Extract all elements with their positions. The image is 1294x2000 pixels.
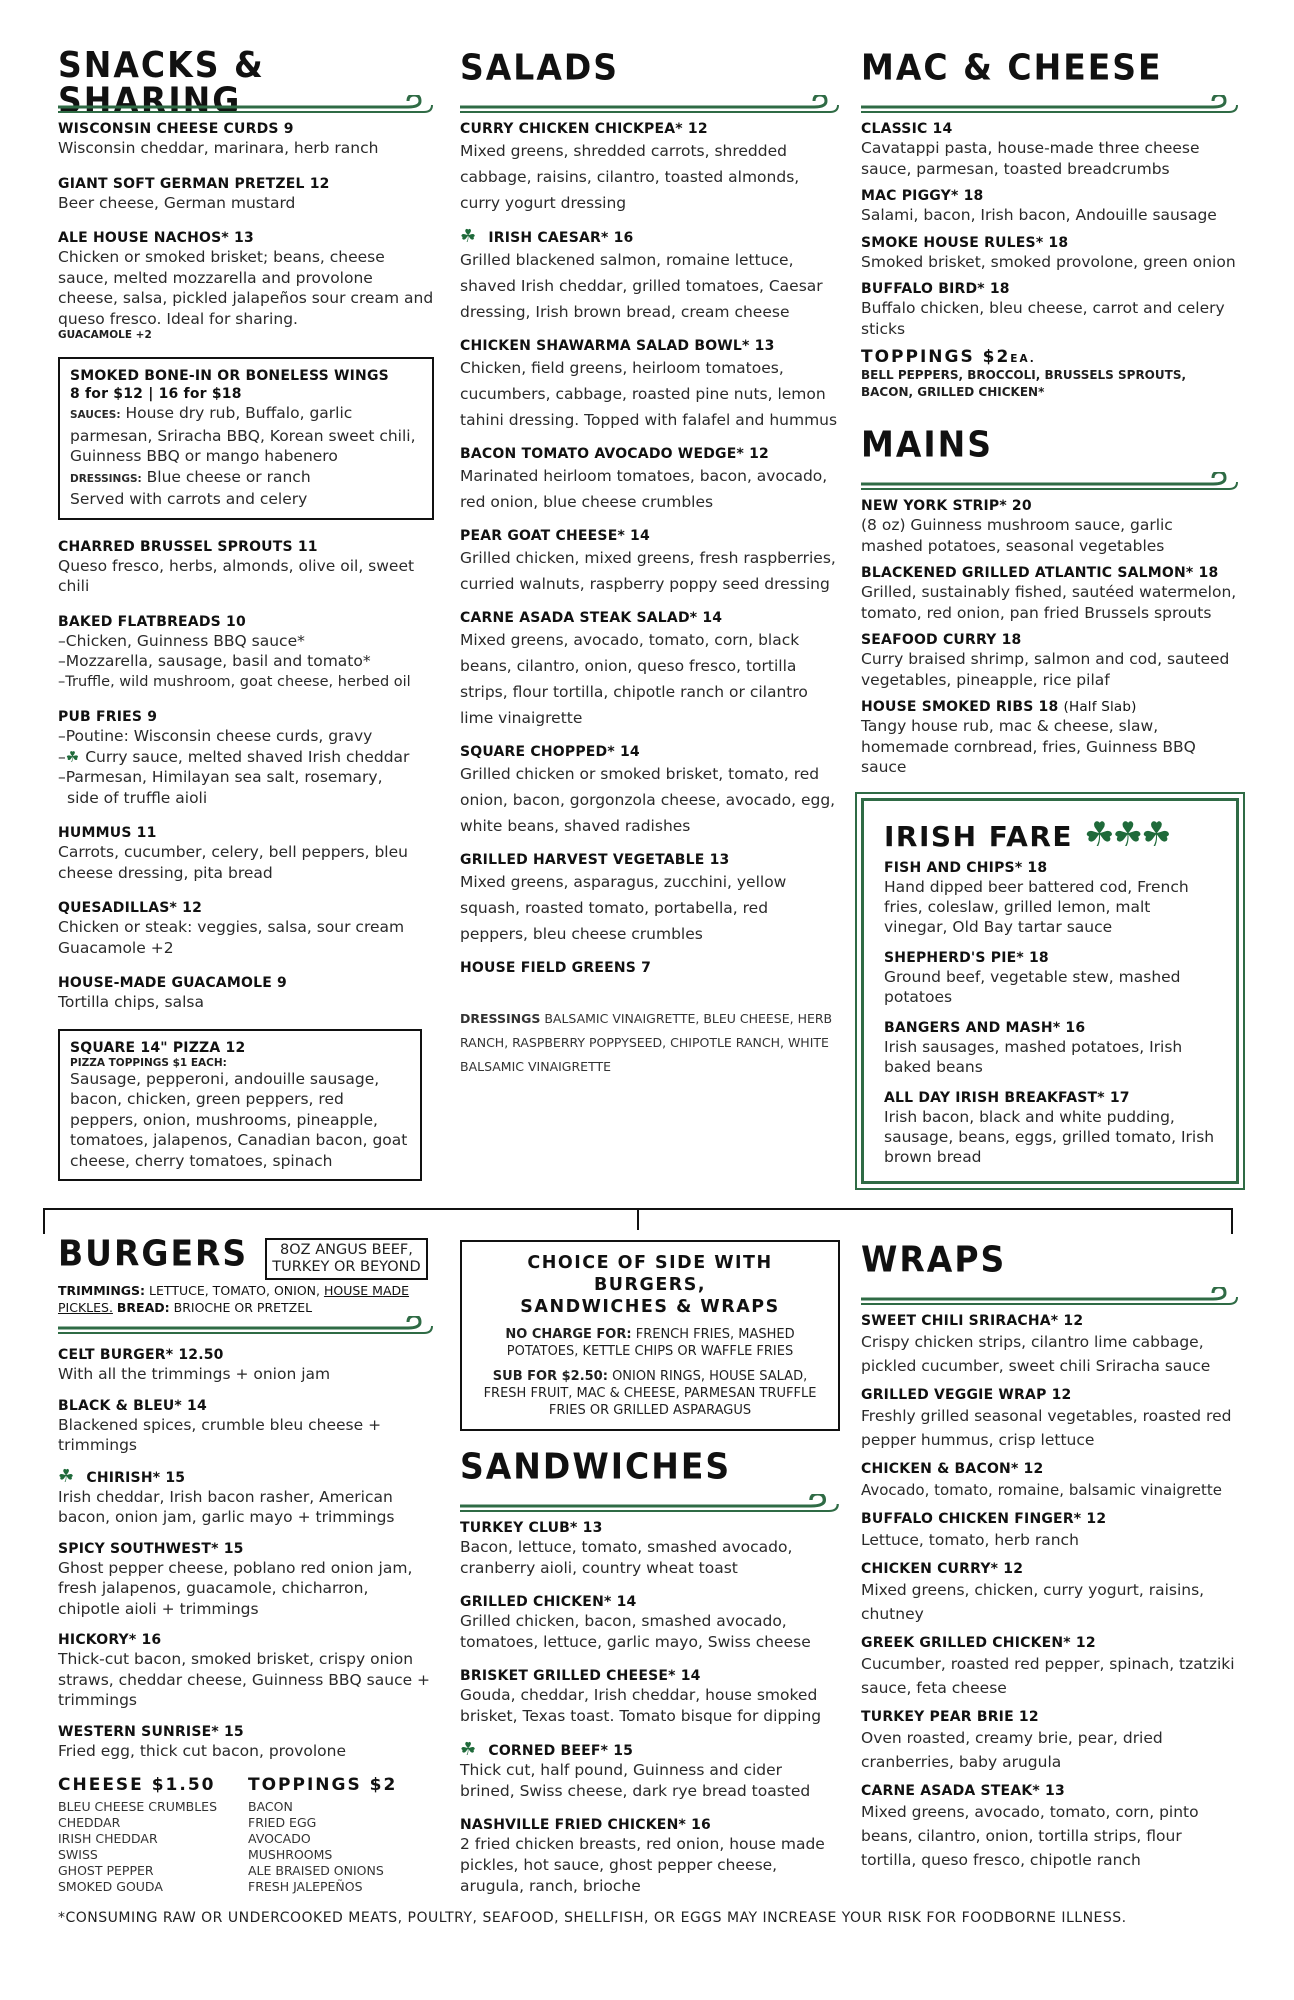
item-desc: Thick-cut bacon, smoked brisket, crispy onion straws, cheddar cheese, Guinness BBQ sauce + trimmings bbox=[58, 1650, 431, 1709]
wraps-title: WRAPS bbox=[861, 1238, 1007, 1281]
item-name: GIANT SOFT GERMAN PRETZEL 12 bbox=[58, 175, 330, 192]
menu-item bbox=[460, 228, 840, 325]
menu-item bbox=[460, 445, 840, 515]
burgers-title: BURGERS bbox=[58, 1232, 249, 1275]
salads-header bbox=[460, 46, 840, 120]
wraps-section bbox=[861, 1238, 1239, 1872]
wraps-header bbox=[861, 1238, 1239, 1312]
menu-item bbox=[861, 1386, 1239, 1452]
trimmings-label: TRIMMINGS: bbox=[58, 1283, 146, 1298]
item-desc: With all the trimmings + onion jam bbox=[58, 1365, 331, 1383]
item-desc: Irish sausages, mashed potatoes, Irish baked beans bbox=[884, 1037, 1183, 1076]
item-desc: Crispy chicken strips, cilantro lime cabbage, pickled cucumber, sweet chili Sriracha sauce bbox=[861, 1333, 1211, 1375]
item-name-with-note bbox=[861, 698, 1239, 716]
mac-toppings-list: BELL PEPPERS, BROCCOLI, BRUSSELS SPROUTS, BACON, GRILLED CHICKEN* bbox=[861, 368, 1187, 399]
item-name: HOUSE-MADE GUACAMOLE 9 bbox=[58, 975, 287, 991]
item-desc: Mixed greens, chicken, curry yogurt, raisins, chutney bbox=[861, 1581, 1205, 1623]
bread-list: BRIOCHE OR PRETZEL bbox=[173, 1300, 313, 1315]
item-desc: Salami, bacon, Irish bacon, Andouille sausage bbox=[861, 206, 1217, 224]
item-line-text: Curry sauce, melted shaved Irish cheddar bbox=[85, 747, 410, 766]
item-desc: Avocado, tomato, romaine, balsamic vinaigrette bbox=[861, 1481, 1222, 1499]
title-flourish-icon bbox=[58, 95, 434, 117]
item-name: BUFFALO BIRD* 18 bbox=[861, 281, 1010, 297]
pizza-toppings: Sausage, pepperoni, andouille sausage, bacon, chicken, green peppers, red peppers, onion, mushrooms, pineapple, tomatoes, jalapenos, Canadian bacon, goat cheese, cherry tomatoes, spinach bbox=[70, 1069, 408, 1170]
item-name-text: CHIRISH* 15 bbox=[86, 1469, 186, 1486]
topping-addons bbox=[248, 1775, 397, 1895]
menu-item bbox=[884, 1089, 1216, 1167]
snacks-header bbox=[58, 43, 434, 122]
item-name: CELT BURGER* 12.50 bbox=[58, 1347, 224, 1363]
menu-item bbox=[460, 1593, 840, 1653]
item-name: SHEPHERD'S PIE* 18 bbox=[884, 949, 1049, 966]
item-price: 8 for $12 | 16 for $18 bbox=[70, 386, 242, 402]
cheese-addons bbox=[58, 1775, 248, 1895]
item-line: –Parmesan, Himilayan sea salt, rosemary, bbox=[58, 768, 383, 786]
sandwiches-header bbox=[460, 1445, 840, 1519]
menu-item bbox=[861, 1460, 1239, 1502]
column-left-bottom bbox=[58, 1232, 434, 1895]
item-name: WESTERN SUNRISE* 15 bbox=[58, 1723, 244, 1740]
item-desc: Grilled chicken, mixed greens, fresh raspberries, curried walnuts, raspberry poppy seed dressing bbox=[460, 549, 836, 593]
item-name: TURKEY PEAR BRIE 12 bbox=[861, 1709, 1039, 1725]
menu-item bbox=[861, 1634, 1239, 1700]
item-desc: Chicken, field greens, heirloom tomatoes, cucumbers, cabbage, roasted pine nuts, lemon tahini dressing. Topped with falafel and hummus bbox=[460, 359, 838, 429]
mains-title: MAINS bbox=[861, 423, 994, 466]
title-flourish-icon bbox=[58, 1316, 434, 1338]
menu-item bbox=[460, 527, 840, 597]
item-name: NASHVILLE FRIED CHICKEN* 16 bbox=[460, 1817, 711, 1833]
item-name: FISH AND CHIPS* 18 bbox=[884, 859, 1048, 876]
item-name: SEAFOOD CURRY 18 bbox=[861, 632, 1022, 648]
item-desc: Grilled chicken or smoked brisket, tomato, red onion, bacon, gorgonzola cheese, avocado, egg, white beans, shaved radishes bbox=[460, 765, 836, 835]
nocharge-label: NO CHARGE FOR: bbox=[505, 1327, 632, 1342]
bread-label: BREAD: bbox=[116, 1300, 170, 1315]
wings-box bbox=[58, 357, 434, 520]
wings-sauces bbox=[70, 403, 422, 467]
menu-item bbox=[460, 1667, 840, 1727]
menu-item bbox=[460, 851, 840, 947]
sides-box bbox=[460, 1240, 840, 1431]
title-flourish-icon bbox=[861, 1287, 1239, 1309]
item-name: BUFFALO CHICKEN FINGER* 12 bbox=[861, 1511, 1107, 1527]
menu-item bbox=[58, 974, 434, 1013]
menu-item bbox=[58, 1346, 434, 1385]
menu-item bbox=[861, 1312, 1239, 1378]
burgers-header bbox=[58, 1232, 434, 1282]
item-name: CARNE ASADA STEAK SALAD* 14 bbox=[460, 610, 723, 626]
menu-item bbox=[460, 609, 840, 731]
item-desc: Blackened spices, crumble bleu cheese + trimmings bbox=[58, 1415, 382, 1454]
menu-item bbox=[58, 1631, 434, 1711]
item-name: PEAR GOAT CHEESE* 14 bbox=[460, 528, 650, 544]
menu-item bbox=[861, 120, 1239, 179]
menu-item bbox=[460, 337, 840, 433]
sides-sub bbox=[474, 1368, 826, 1419]
item-desc: Beer cheese, German mustard bbox=[58, 193, 296, 212]
menu-item bbox=[58, 613, 434, 693]
menu-item bbox=[861, 280, 1239, 339]
item-desc: Grilled blackened salmon, romaine lettuce, shaved Irish cheddar, grilled tomatoes, Caesar dressing, Irish brown bread, cream cheese bbox=[460, 251, 823, 321]
item-name: CARNE ASADA STEAK* 13 bbox=[861, 1783, 1065, 1799]
sides-title-2: SANDWICHES & WRAPS bbox=[520, 1297, 780, 1317]
item-name: WISCONSIN CHEESE CURDS 9 bbox=[58, 121, 294, 137]
sandwiches-title: SANDWICHES bbox=[460, 1445, 732, 1488]
item-name-text: IRISH CAESAR* 16 bbox=[488, 230, 634, 246]
badge-line2: TURKEY OR BEYOND bbox=[272, 1259, 421, 1275]
menu-item bbox=[58, 824, 434, 883]
item-name: CHARRED BRUSSEL SPROUTS 11 bbox=[58, 538, 318, 555]
menu-item bbox=[861, 187, 1239, 226]
item-name: BRISKET GRILLED CHEESE* 14 bbox=[460, 1668, 701, 1684]
item-name-text: HOUSE SMOKED RIBS 18 bbox=[861, 699, 1059, 715]
cheese-item: BLEU CHEESE CRUMBLES bbox=[58, 1799, 218, 1814]
item-desc: Irish cheddar, Irish bacon rasher, American bacon, onion jam, garlic mayo + trimmings bbox=[58, 1487, 395, 1526]
burger-trimmings bbox=[58, 1282, 434, 1316]
mac-title: MAC & CHEESE bbox=[861, 46, 1163, 89]
menu-item bbox=[861, 1708, 1239, 1774]
item-name: BANGERS AND MASH* 16 bbox=[884, 1019, 1086, 1036]
item-desc: Cavatappi pasta, house-made three cheese sauce, parmesan, toasted breadcrumbs bbox=[861, 139, 1200, 178]
item-name: HOUSE FIELD GREENS 7 bbox=[460, 960, 652, 976]
item-desc: Lettuce, tomato, herb ranch bbox=[861, 1531, 1079, 1549]
item-name-shamrock bbox=[58, 1465, 434, 1487]
item-desc: Chicken or smoked brisket; beans, cheese sauce, melted mozzarella and provolone cheese, salsa, pickled jalapeños sour cream and queso fresco. Ideal for sharing. bbox=[58, 248, 434, 328]
item-name: CHICKEN & BACON* 12 bbox=[861, 1461, 1044, 1477]
menu-item bbox=[58, 1465, 434, 1528]
item-desc: Buffalo chicken, bleu cheese, carrot and celery sticks bbox=[861, 299, 1225, 338]
item-name: TURKEY CLUB* 13 bbox=[460, 1520, 603, 1536]
mac-toppings-ea: EA. bbox=[1010, 353, 1036, 365]
item-name: SMOKED BONE-IN OR BONELESS WINGS bbox=[70, 368, 389, 384]
item-desc: Grilled chicken, bacon, smashed avocado, tomatoes, lettuce, garlic mayo, Swiss cheese bbox=[460, 1612, 811, 1651]
item-desc: 2 fried chicken breasts, red onion, house made pickles, hot sauce, ghost pepper cheese, arugula, ranch, brioche bbox=[460, 1835, 825, 1895]
item-note: (Half Slab) bbox=[1063, 699, 1137, 715]
title-flourish-icon bbox=[460, 95, 840, 117]
item-name-shamrock bbox=[460, 228, 840, 247]
menu-item bbox=[861, 1560, 1239, 1626]
menu-item bbox=[460, 743, 840, 839]
topping-item: FRIED EGG bbox=[248, 1815, 317, 1830]
item-line: –Chicken, Guinness BBQ sauce* bbox=[58, 631, 305, 650]
dressings-text: Blue cheese or ranch bbox=[146, 467, 311, 486]
dressings-label: DRESSINGS: bbox=[70, 472, 142, 485]
badge-line1: 8OZ ANGUS BEEF, bbox=[280, 1242, 413, 1258]
column-middle-top bbox=[460, 0, 840, 1079]
item-desc: Cucumber, roasted red pepper, spinach, tzatziki sauce, feta cheese bbox=[861, 1655, 1235, 1697]
menu-item bbox=[861, 497, 1239, 556]
sides-nocharge bbox=[474, 1326, 826, 1360]
dressings-label: DRESSINGS bbox=[460, 1011, 541, 1026]
menu-item bbox=[460, 1741, 840, 1802]
topping-item: FRESH JALEPEÑOS bbox=[248, 1879, 363, 1894]
irish-fare-box bbox=[861, 798, 1239, 1184]
menu-item bbox=[884, 949, 1216, 1007]
item-name: BLACK & BLEU* 14 bbox=[58, 1397, 207, 1414]
cheese-item: SWISS bbox=[58, 1847, 98, 1862]
item-desc: Hand dipped beer battered cod, French fries, coleslaw, grilled lemon, malt vinegar, Old Bay tartar sauce bbox=[884, 877, 1189, 936]
topping-item: AVOCADO bbox=[248, 1831, 311, 1846]
wings-dressings bbox=[70, 467, 422, 490]
item-desc: Bacon, lettuce, tomato, smashed avocado, cranberry aioli, country wheat toast bbox=[460, 1538, 793, 1577]
mac-header bbox=[861, 46, 1239, 120]
menu-item bbox=[861, 234, 1239, 273]
item-desc: Smoked brisket, smoked provolone, green onion bbox=[861, 252, 1236, 271]
menu-item bbox=[58, 708, 434, 808]
item-name: CLASSIC 14 bbox=[861, 121, 953, 137]
title-flourish-icon bbox=[861, 95, 1239, 117]
item-desc: Grilled, sustainably fished, sautéed watermelon, tomato, red onion, pan fried Brussels sprouts bbox=[861, 583, 1237, 622]
item-desc: Fried egg, thick cut bacon, provolone bbox=[58, 1741, 346, 1760]
sides-title-1: CHOICE OF SIDE WITH BURGERS, bbox=[527, 1253, 773, 1295]
item-name: CHICKEN SHAWARMA SALAD BOWL* 13 bbox=[460, 338, 775, 354]
cheese-item: SMOKED GOUDA bbox=[58, 1879, 163, 1894]
salads-title: SALADS bbox=[460, 46, 620, 89]
item-name: BACON TOMATO AVOCADO WEDGE* 12 bbox=[460, 446, 769, 462]
mac-toppings-title bbox=[861, 347, 1239, 367]
topping-item: MUSHROOMS bbox=[248, 1847, 333, 1862]
menu-item bbox=[58, 120, 434, 159]
topping-item: ALE BRAISED ONIONS bbox=[248, 1863, 384, 1878]
item-line: –Poutine: Wisconsin cheese curds, gravy bbox=[58, 727, 373, 745]
irish-header bbox=[884, 815, 1216, 855]
cheese-title: CHEESE $1.50 bbox=[58, 1775, 216, 1795]
item-line: –Truffle, wild mushroom, goat cheese, herbed oil bbox=[58, 673, 411, 690]
menu-item bbox=[460, 1519, 840, 1579]
menu-item bbox=[58, 1723, 434, 1762]
menu-item bbox=[884, 859, 1216, 937]
item-desc: Gouda, cheddar, Irish cheddar, house smoked brisket, Texas toast. Tomato bisque for dipping bbox=[460, 1686, 822, 1725]
menu-item bbox=[861, 631, 1239, 690]
item-name: QUESADILLAS* 12 bbox=[58, 900, 203, 916]
topping-item: BACON bbox=[248, 1799, 293, 1814]
item-desc: Ground beef, vegetable stew, mashed potatoes bbox=[884, 967, 1181, 1006]
shamrock-icon: ☘ bbox=[460, 226, 477, 247]
item-desc: Carrots, cucumber, celery, bell peppers, bleu cheese dressing, pita bread bbox=[58, 843, 408, 882]
menu-item bbox=[58, 175, 434, 214]
trimmings-list: LETTUCE, TOMATO, ONION, bbox=[149, 1283, 320, 1298]
column-right-top bbox=[861, 0, 1239, 1184]
menu-item bbox=[460, 120, 840, 216]
sauces-label: SAUCES: bbox=[70, 409, 121, 421]
item-name: SQUARE CHOPPED* 14 bbox=[460, 744, 640, 760]
item-name: MAC PIGGY* 18 bbox=[861, 188, 984, 204]
item-desc: Mixed greens, shredded carrots, shredded cabbage, raisins, cilantro, toasted almonds, curry yogurt dressing bbox=[460, 142, 800, 212]
item-name: BAKED FLATBREADS 10 bbox=[58, 613, 246, 630]
item-line: side of truffle aioli bbox=[67, 788, 208, 807]
item-desc: Mixed greens, avocado, tomato, corn, black beans, cilantro, onion, queso fresco, tortilla strips, flour tortilla, chipotle ranch or cilantro lime vinaigrette bbox=[460, 631, 808, 727]
column-left-top bbox=[58, 0, 434, 1199]
item-desc: Mixed greens, avocado, tomato, corn, pinto beans, cilantro, onion, tortilla strips, flour tortilla, queso fresco, chipotle ranch bbox=[861, 1803, 1199, 1869]
mac-toppings bbox=[861, 347, 1239, 401]
dressings-list: BALSAMIC VINAIGRETTE, BLEU CHEESE, HERB RANCH, RASPBERRY POPPYSEED, CHIPOTLE RANCH, WHITE BALSAMIC VINAIGRETTE bbox=[460, 1011, 833, 1074]
item-name: BLACKENED GRILLED ATLANTIC SALMON* 18 bbox=[861, 565, 1219, 581]
irish-title: IRISH FARE bbox=[884, 819, 1074, 853]
menu-item bbox=[861, 1510, 1239, 1552]
sauces-text: House dry rub, Buffalo, garlic parmesan, Sriracha BBQ, Korean sweet chili, Guinness BBQ or mango habenero bbox=[70, 404, 416, 465]
title-flourish-icon bbox=[861, 472, 1239, 494]
pizza-box bbox=[58, 1029, 422, 1182]
item-name: HUMMUS 11 bbox=[58, 825, 157, 841]
item-desc: Curry braised shrimp, salmon and cod, sauteed vegetables, pineapple, rice pilaf bbox=[861, 650, 1230, 689]
cheese-item: CHEDDAR bbox=[58, 1815, 121, 1830]
item-desc: Thick cut, half pound, Guinness and cider brined, Swiss cheese, dark rye bread toasted bbox=[460, 1761, 811, 1800]
menu-item bbox=[861, 1782, 1239, 1872]
item-desc: (8 oz) Guinness mushroom sauce, garlic mashed potatoes, seasonal vegetables bbox=[861, 516, 1173, 555]
menu-item bbox=[58, 229, 434, 341]
item-name: SMOKE HOUSE RULES* 18 bbox=[861, 234, 1069, 251]
menu-item bbox=[861, 698, 1239, 778]
shamrock-icon: ☘☘☘ bbox=[1084, 814, 1170, 855]
item-line: –Mozzarella, sausage, basil and tomato* bbox=[58, 652, 371, 670]
burger-badge bbox=[265, 1238, 427, 1280]
menu-item bbox=[460, 1816, 840, 1897]
burger-addons bbox=[58, 1775, 434, 1895]
menu-item bbox=[58, 538, 434, 597]
item-desc: Wisconsin cheddar, marinara, herb ranch bbox=[58, 139, 379, 157]
salad-dressings bbox=[460, 1007, 840, 1079]
item-desc: Ghost pepper cheese, poblano red onion jam, fresh jalapenos, guacamole, chicharron, chipotle aioli + trimmings bbox=[58, 1558, 413, 1618]
nocharge-list: FRENCH FRIES, MASHED POTATOES, KETTLE CHIPS OR WAFFLE FRIES bbox=[506, 1327, 795, 1359]
mac-toppings-title-text: TOPPINGS $2 bbox=[861, 347, 1011, 367]
item-name: ALE HOUSE NACHOS* 13 bbox=[58, 230, 254, 246]
item-name: CURRY CHICKEN CHICKPEA* 12 bbox=[460, 121, 708, 137]
item-name: GRILLED HARVEST VEGETABLE 13 bbox=[460, 852, 730, 868]
item-name: GREEK GRILLED CHICKEN* 12 bbox=[861, 1635, 1096, 1651]
item-name: ALL DAY IRISH BREAKFAST* 17 bbox=[884, 1089, 1130, 1106]
cheese-item: GHOST PEPPER bbox=[58, 1863, 154, 1878]
trimmings-pickles: HOUSE MADE PICKLES. bbox=[58, 1283, 410, 1315]
item-desc: Mixed greens, asparagus, zucchini, yellow squash, roasted tomato, portabella, red peppers, bleu cheese crumbles bbox=[460, 873, 787, 943]
menu-item bbox=[884, 1019, 1216, 1077]
sub-label: SUB FOR $2.50: bbox=[492, 1369, 608, 1384]
item-name: GRILLED VEGGIE WRAP 12 bbox=[861, 1387, 1072, 1403]
wings-served: Served with carrots and celery bbox=[70, 490, 308, 508]
shamrock-icon: ☘ bbox=[460, 1739, 477, 1760]
item-desc: Chicken or steak: veggies, salsa, sour cream Guacamole +2 bbox=[58, 918, 405, 957]
column-middle-bottom bbox=[460, 1240, 840, 1911]
item-desc: Freshly grilled seasonal vegetables, roasted red pepper hummus, crisp lettuce bbox=[861, 1407, 1232, 1449]
item-name: NEW YORK STRIP* 20 bbox=[861, 498, 1032, 514]
item-desc: Oven roasted, creamy brie, pear, dried cranberries, baby arugula bbox=[861, 1729, 1163, 1771]
item-name: SQUARE 14" PIZZA 12 bbox=[70, 1039, 246, 1056]
snacks-title: SNACKS & SHARING bbox=[58, 43, 265, 122]
menu-item bbox=[58, 899, 434, 958]
item-desc: Irish bacon, black and white pudding, sausage, beans, eggs, grilled tomato, Irish brown bread bbox=[884, 1107, 1215, 1166]
item-extra: GUACAMOLE +2 bbox=[58, 329, 152, 341]
item-desc: Queso fresco, herbs, almonds, olive oil, sweet chili bbox=[58, 556, 415, 595]
item-name: HICKORY* 16 bbox=[58, 1632, 162, 1648]
sub-list: ONION RINGS, HOUSE SALAD, FRESH FRUIT, MAC & CHEESE, PARMESAN TRUFFLE FRIES OR GRILLED ASPARAGUS bbox=[483, 1369, 817, 1418]
item-name-text: CORNED BEEF* 15 bbox=[488, 1743, 634, 1759]
item-name: SPICY SOUTHWEST* 15 bbox=[58, 1540, 244, 1557]
item-name: GRILLED CHICKEN* 14 bbox=[460, 1594, 637, 1610]
title-flourish-icon bbox=[460, 1494, 840, 1516]
cheese-item: IRISH CHEDDAR bbox=[58, 1831, 158, 1846]
item-desc: Tangy house rub, mac & cheese, slaw, homemade cornbread, fries, Guinness BBQ sauce bbox=[861, 717, 1196, 776]
item-name: CHICKEN CURRY* 12 bbox=[861, 1561, 1024, 1577]
item-name-shamrock bbox=[460, 1741, 840, 1760]
health-disclaimer: *CONSUMING RAW OR UNDERCOOKED MEATS, POULTRY, SEAFOOD, SHELLFISH, OR EGGS MAY INCREASE YOUR RISK FOR FOODBORNE ILLNESS. bbox=[58, 1910, 1127, 1926]
item-name: SWEET CHILI SRIRACHA* 12 bbox=[861, 1313, 1084, 1329]
menu-item bbox=[460, 959, 840, 977]
item-line-shamrock: –☘ Curry sauce, melted shaved Irish cheddar bbox=[58, 747, 410, 766]
item-desc: Marinated heirloom tomatoes, bacon, avocado, red onion, blue cheese crumbles bbox=[460, 467, 828, 511]
item-desc: Tortilla chips, salsa bbox=[58, 993, 204, 1011]
toppings-title: TOPPINGS $2 bbox=[248, 1775, 398, 1795]
menu-item bbox=[861, 564, 1239, 623]
column-right-bottom bbox=[861, 1200, 1239, 1880]
menu-item bbox=[58, 1540, 434, 1620]
shamrock-icon: ☘ bbox=[58, 1465, 75, 1487]
item-name: PUB FRIES 9 bbox=[58, 709, 158, 725]
menu-item bbox=[58, 1397, 434, 1456]
shamrock-icon: ☘ bbox=[65, 747, 80, 766]
mains-header bbox=[861, 423, 1239, 497]
pizza-toppings-label: PIZZA TOPPINGS $1 EACH: bbox=[70, 1056, 227, 1069]
